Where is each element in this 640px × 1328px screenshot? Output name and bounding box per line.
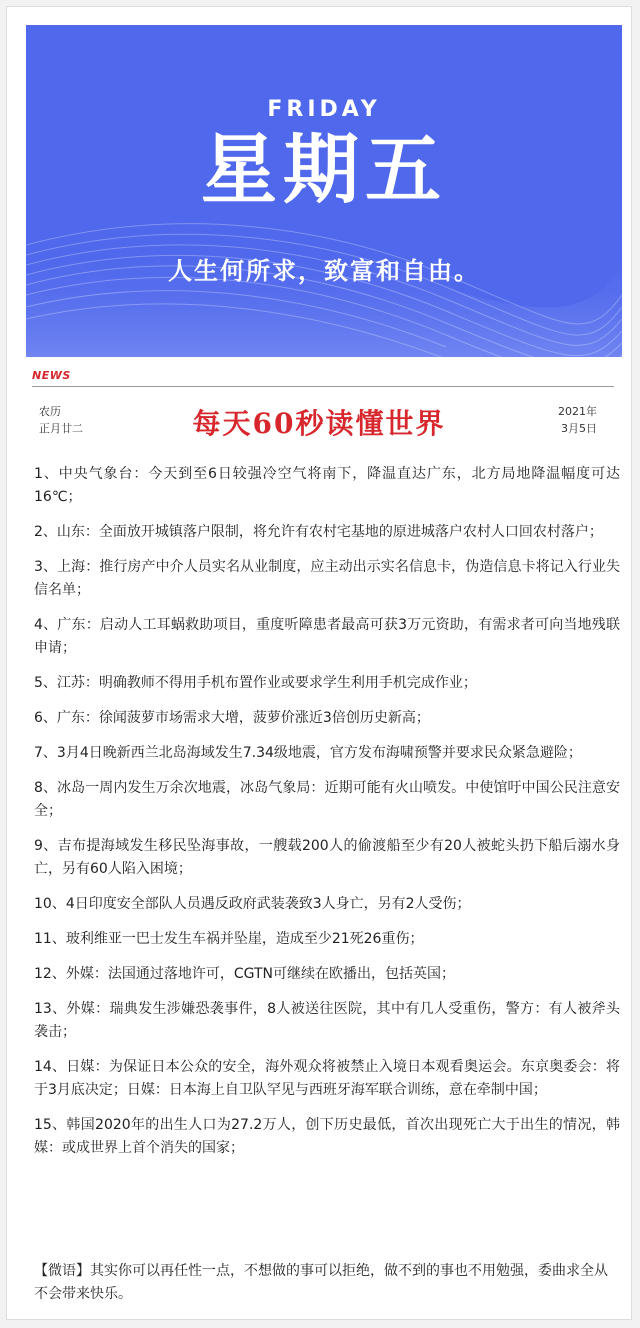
news-item-7: 7、3月4日晚新西兰北岛海域发生7.34级地震，官方发布海啸预警并要求民众紧急避险； <box>34 745 582 761</box>
news-tag: NEWS <box>32 369 71 382</box>
banner-slogan: 人生何所求，致富和自由。 <box>168 257 480 285</box>
news-item-3: 3、上海：推行房产中介人员实名从业制度，应主动出示实名信息卡，伪造信息卡将记入行业失信名单； <box>34 559 620 598</box>
news-item-2: 2、山东：全面放开城镇落户限制，将允许有农村宅基地的原进城落户农村人口回农村落户； <box>34 524 603 540</box>
news-item-5: 5、江苏：明确教师不得用手机布置作业或要求学生利用手机完成作业； <box>34 675 477 691</box>
page-card <box>6 6 632 1320</box>
news-item-11: 11、玻利维亚一巴士发生车祸并坠崖，造成至少21死26重伤； <box>34 931 424 947</box>
lunar-label: 农历 <box>39 405 61 418</box>
daily-quote: 【微语】其实你可以再任性一点，不想做的事可以拒绝，做不到的事也不用勉强，委曲求全从不会带来快乐。 <box>34 1263 608 1302</box>
news-item-10: 10、4日印度安全部队人员遇反政府武装袭致3人身亡，另有2人受伤； <box>34 896 471 912</box>
news-item-8: 8、冰岛一周内发生万余次地震，冰岛气象局：近期可能有火山喷发。中使馆吁中国公民注意安全； <box>34 780 620 819</box>
news-item-1: 1、中央气象台：今天到至6日较强冷空气将南下，降温直达广东，北方局地降温幅度可达16℃； <box>34 466 620 505</box>
weekday-english: FRIDAY <box>267 97 381 122</box>
date-year: 2021年 <box>558 405 597 418</box>
date-day: 3月5日 <box>561 422 597 435</box>
news-item-15: 15、韩国2020年的出生人口为27.2万人，创下历史最低，首次出现死亡大于出生的情况，韩媒：或成世界上首个消失的国家； <box>34 1117 620 1156</box>
news-item-13: 13、外媒：瑞典发生涉嫌恐袭事件，8人被送往医院，其中有几人受重伤，警方：有人被斧头袭击； <box>34 1001 620 1040</box>
weekday-chinese: 星期五 <box>201 125 447 214</box>
header-divider <box>32 386 614 387</box>
news-list <box>34 463 620 1172</box>
news-item-12: 12、外媒：法国通过落地许可，CGTN可继续在欧播出，包括英国； <box>34 966 455 982</box>
hero-banner <box>26 25 622 357</box>
news-item-9: 9、吉布提海域发生移民坠海事故，一艘载200人的偷渡船至少有20人被蛇头扔下船后溺水身亡，另有60人陷入困境； <box>34 838 620 877</box>
news-item-4: 4、广东：启动人工耳蜗救助项目，重度听障患者最高可获3万元资助，有需求者可向当地残联申请； <box>34 617 620 656</box>
news-item-14: 14、日媒：为保证日本公众的安全，海外观众将被禁止入境日本观看奥运会。东京奥委会：将于3月底决定；日媒：日本海上自卫队罕见与西班牙海军联合训练，意在牵制中国； <box>34 1059 620 1098</box>
lunar-date: 正月廿二 <box>39 422 83 435</box>
news-item-6: 6、广东：徐闻菠萝市场需求大增，菠萝价涨近3倍创历史新高； <box>34 710 430 726</box>
gregorian-date-block <box>558 403 597 437</box>
page-title: 每天60秒读懂世界 <box>192 407 446 440</box>
